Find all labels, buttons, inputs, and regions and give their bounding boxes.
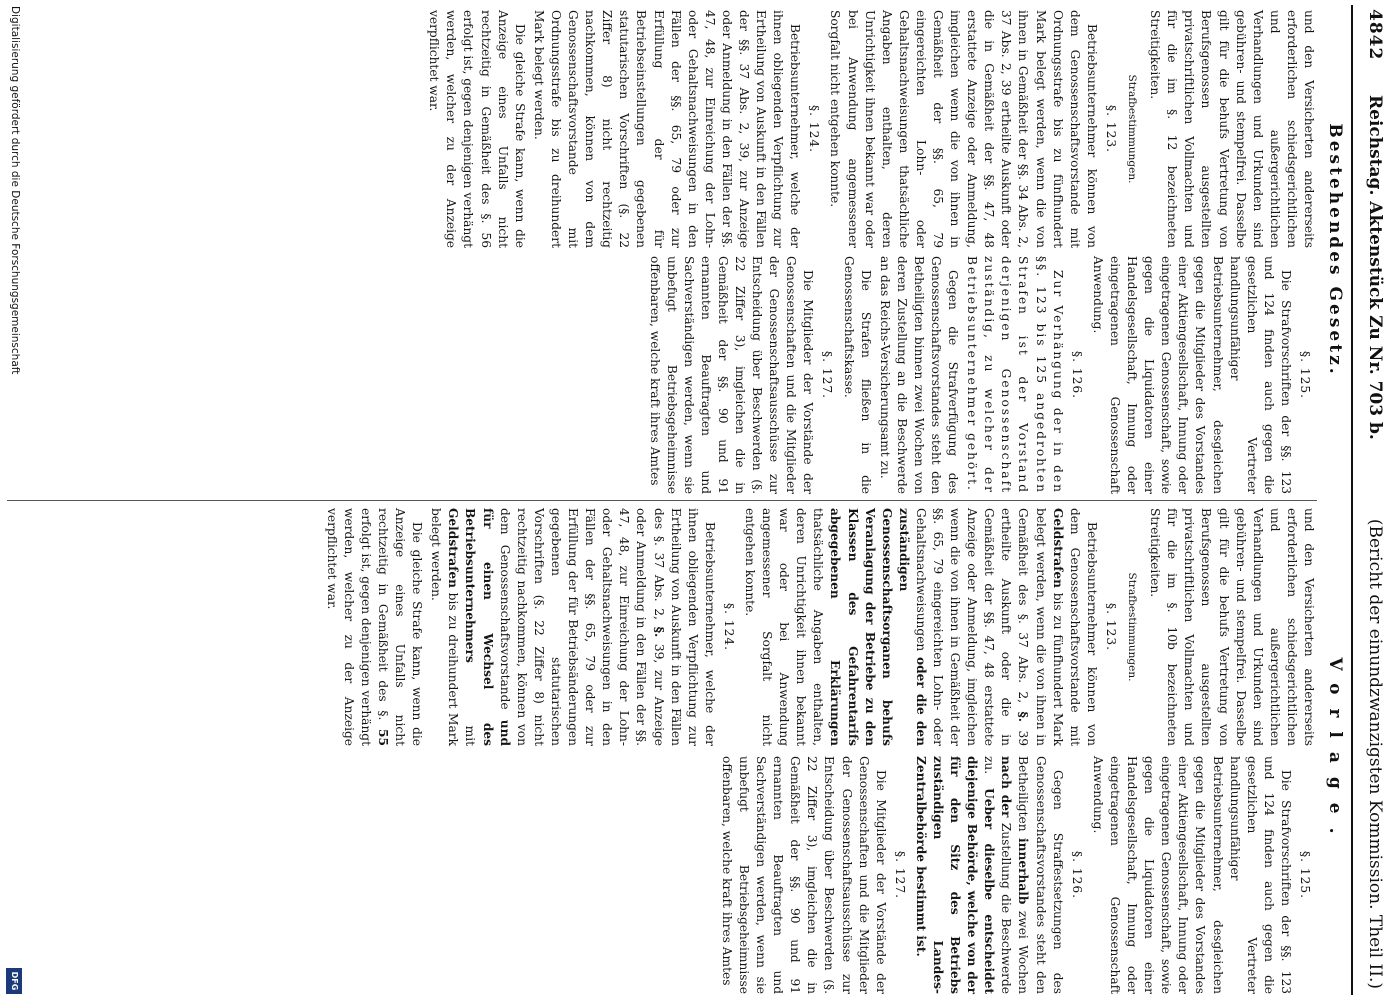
section-number-126: §. 126.: [1069, 351, 1084, 399]
text-run: bis zu dreihundert Mark belegt werden.: [429, 508, 461, 746]
text-run: erfolgt ist, gegen denjenigen verhängt werden, welcher zu der Anzeige verpflichtet war.: [324, 508, 373, 746]
digitization-footer: [1, 0, 25, 1000]
amended-text: §.: [651, 626, 666, 638]
section-124-text-2: [323, 508, 426, 746]
section-127-text: Die Mitglieder der Vorstände der Genossenschaften und die Mitglieder der Genossenschaftsausschüsse zur Entscheidung über Beschwerden (§. 22 Ziffer 3), imgleichen die in Gemäßheit der §§. 90 und 91 ernannten Beauftragten und Sachverständigen werden, wenn sie unbefugt Betriebsgeheimnisse offenbaren, welche kraft ihres Amtes: [719, 756, 888, 994]
column-proposal-1: [321, 508, 1317, 746]
section-126-text: [912, 756, 1066, 994]
text-run: mit: [463, 662, 478, 746]
text-run: Betriebsunternehmer können von dem Genossenschaftsvorstande mit: [1067, 508, 1099, 746]
amended-text: nach der: [999, 756, 1014, 818]
section-subheading: Strafbestimmungen.: [1126, 572, 1139, 682]
intro-paragraph: und den Versicherten andererseits erforderlichen schiedsgerichtlichen und außergerichtlichen Verhandlungen und Urkunden sind gebühren- und stempelfrei. Dasselbe gilt für die behufs Vertretung von Berufsgenossen ausgestellten privatschriftlichen Vollmachten und für die im §. 10b bezeichneten Streitigkeiten.: [1148, 508, 1316, 746]
section-number-123: §. 123.: [1103, 603, 1118, 651]
funding-note: Digitalisierung gefördert durch die Deutsche Forschungsgemeinschaft: [9, 6, 21, 375]
amended-text: Geldstrafen: [446, 508, 461, 588]
section-number-126: §. 126.: [1069, 851, 1084, 899]
text-run: thatsächliche Angaben enthalten, deren Unrichtigkeit ihnen bekannt war oder bei Anwendung angemessener Sorgfalt nicht entgehen konnte.: [743, 508, 826, 746]
page-number: 4842: [1365, 9, 1385, 61]
column-proposal-2: [716, 756, 1317, 994]
section-126-text-3: Die Strafen fließen in die Genossenschaftskasse.: [841, 256, 873, 494]
column-existing-law-2: [643, 256, 1317, 494]
section-number-125: §. 125.: [1298, 851, 1312, 899]
left-heading: Bestehendes Gesetz.: [1325, 123, 1345, 377]
amended-text: Geldstrafen: [1050, 508, 1065, 588]
amended-text: §.: [1016, 711, 1031, 723]
section-subheading: Strafbestimmungen.: [1126, 74, 1139, 184]
section-124-text: Betriebsunternehmer, welche der ihnen obliegenden Verpflichtung zur Ertheilung von Auskunft in den Fällen der §§. 37 Abs. 2, 39, zur Anzeige oder Anmeldung in den Fällen der §§. 47, 48, zur Einreichung der Lohn- oder Gehaltsnachweisungen in den Fällen der §§. 65, 79 oder zur Erfüllung der für Betriebseinstellungen gegebenen statutarischen Vorschriften (§. 22 Ziffer 8) nicht rechtzeitig nachkommen, können von dem Genossenschaftsvorstande mit Ordnungsstrafe bis zu dreihundert Mark belegt werden.: [531, 10, 803, 248]
text-run: zwei Wochen: [1016, 904, 1031, 994]
amended-text: oder die den zuständigen Genossenschaftsorganen behufs Veranlagung der Betriebe zu den Klassen des Gefahrentarifs abgegebenen Erklärungen: [828, 508, 928, 747]
header-title: Reichstag. Aktenstück Zu Nr. 703 b.: [1365, 95, 1385, 440]
section-126-text: Zur Verhängung der in den §§. 123 bis 125 angedrohten Strafen ist der Vorstand derjenigen Genossenschaft zuständig, zu welcher der Betriebsunternehmer gehört.: [965, 256, 1065, 494]
amended-text: und für einen Wechsel des Betriebsunternehmers: [463, 508, 512, 746]
section-127-text: Die Mitglieder der Vorstände der Genossenschaften und die Mitglieder der Genossenschaftsausschüsse zur Entscheidung über Beschwerden (§. 22 Ziffer 3), imgleichen die in Gemäßheit der §§. 90 und 91 ernannten Beauftragten und Sachverständigen werden, wenn sie unbefugt Betriebsgeheimnisse offenbaren, welche kraft ihres Amtes: [647, 256, 816, 494]
running-header: [1355, 5, 1389, 995]
section-123-text: Betriebsunternehmer können von dem Genossenschaftsvorstande mit Ordnungsstrafe bis zu fünfhundert Mark belegt werden, wenn die von ihnen in Gemäßheit der §§. 34 Abs. 2, 37 Abs. 2, 39 ertheilte Auskunft oder die in Gemäßheit der §§. 47, 48 erstattete Anzeige oder Anmeldung, imgleichen wenn die von ihnen in Gemäßheit der §§. 65, 79 eingereichten Lohn- oder Gehaltsnachweisungen thatsächliche Angaben enthalten, deren Unrichtigkeit ihnen bekannt war oder bei Anwendung angemessener Sorgfalt nicht entgehen konnte.: [828, 10, 1099, 248]
section-125-text: Die Strafvorschriften der §§. 123 und 124 finden auch gegen die gesetzlichen Vertreter handlungsunfähiger Betriebsunternehmer, desgleichen gegen die Mitglieder des Vorstandes einer Aktiengesellschaft, Innung oder eingetragenen Genossenschaft, sowie gegen die Liquidatoren einer Handelsgesellschaft, Innung oder eingetragenen Genossenschaft Anwendung.: [1090, 756, 1293, 994]
section-number-127: §. 127.: [892, 851, 907, 899]
text-run: Gegen Straffestsetzungen des Genossenschaftsvorstandes steht den Betheiligten: [1016, 756, 1065, 994]
text-run: Betriebsunternehmer, welche der ihnen obliegenden Verpflichtung zur Ertheilung von Auskunft in den Fällen des §. 37 Abs. 2,: [651, 508, 717, 746]
text-run: Zustellung die Beschwerde zu.: [982, 756, 1014, 994]
text-run: 39 ertheilte Auskunft oder die in Gemäßheit der §§. 47, 48 erstattete Anzeige oder Anmeldung, imgleichen wenn die von ihnen in Gemäßheit der §§. 65, 79 eingereichten Lohn- oder Gehaltsnachweisungen: [913, 508, 1031, 746]
section-126-text-2: Gegen die Strafverfügung des Genossenschaftsvorstandes steht den Betheiligten binnen zwei Wochen von deren Zustellung an die Beschwerde an das Reichs-Versicherungsamt zu.: [877, 256, 961, 494]
text-run: bis zu fünfhundert Mark belegt werden, wenn die von ihnen in Gemäßheit des §. 37 Abs. 2,: [1016, 508, 1065, 746]
header-continuation: (Bericht der einundzwanzigsten Kommission. Theil II.): [1365, 518, 1385, 989]
section-124-text-2: Die gleiche Strafe kann, wenn die Anzeige eines Unfalls nicht rechtzeitig in Gemäßheit des §. 56 erfolgt ist, gegen denjenigen verhängt werden, welcher zu der Anzeige verpflichtet war.: [427, 10, 527, 248]
amended-text: innerhalb: [1016, 838, 1031, 905]
text-run: Die gleiche Strafe kann, wenn die Anzeige eines Unfalls nicht rechtzeitig in Gemäßheit des §.: [376, 508, 425, 746]
intro-paragraph: und den Versicherten andererseits erforderlichen schiedsgerichtlichen und außergerichtlichen Verhandlungen und Urkunden sind gebühren- und stempelfrei. Dasselbe gilt für die behufs Vertretung von Berufsgenossen ausgestellten privatschriftlichen Vollmachten und für die im §. 12 bezeichneten Streitigkeiten.: [1148, 10, 1316, 248]
section-number-123: §. 123.: [1103, 105, 1118, 153]
amended-text: 55: [376, 729, 391, 746]
right-heading: Vorlage.: [1325, 657, 1345, 848]
text-run: 39, zur Anzeige oder Anmeldung in den Fällen der §§. 47, 48, zur Einreichung der Lohn- oder Gehaltsnachweisungen in den Fällen der §§. 65, 79 oder zur Erfüllung der für Betriebsänderungen gegebenen statutarischen Vorschriften (§. 22 Ziffer 8) nicht rechtzeitig nachkommen, können von dem Genossenschaftsvorstande: [497, 508, 666, 746]
section-123-text: [741, 508, 1100, 746]
section-number-124: §. 124.: [807, 105, 822, 153]
dfg-logo: DFG: [6, 968, 22, 994]
header-rule: [1351, 5, 1353, 995]
section-number-125: §. 125.: [1298, 351, 1312, 399]
column-divider: [7, 500, 1317, 501]
section-124-text: [427, 508, 718, 746]
column-existing-law-1: [423, 10, 1317, 248]
amended-text: Ueber dieselbe entscheidet diejenige Behörde, welche von der für den Sitz des Betriebs zuständigen Landes-Zentralbehörde bestimmt ist.: [913, 756, 997, 994]
section-125-text: Die Strafvorschriften der §§. 123 und 124 finden auch gegen die gesetzlichen Vertreter handlungsunfähiger Betriebsunternehmer, desgleichen gegen die Mitglieder des Vorstandes einer Aktiengesellschaft, Innung oder eingetragenen Genossenschaft, sowie gegen die Liquidatoren einer Handelsgesellschaft, Innung oder eingetragenen Genossenschaft Anwendung.: [1090, 256, 1293, 494]
section-number-124: §. 124.: [721, 603, 736, 651]
section-number-127: §. 127.: [820, 351, 835, 399]
